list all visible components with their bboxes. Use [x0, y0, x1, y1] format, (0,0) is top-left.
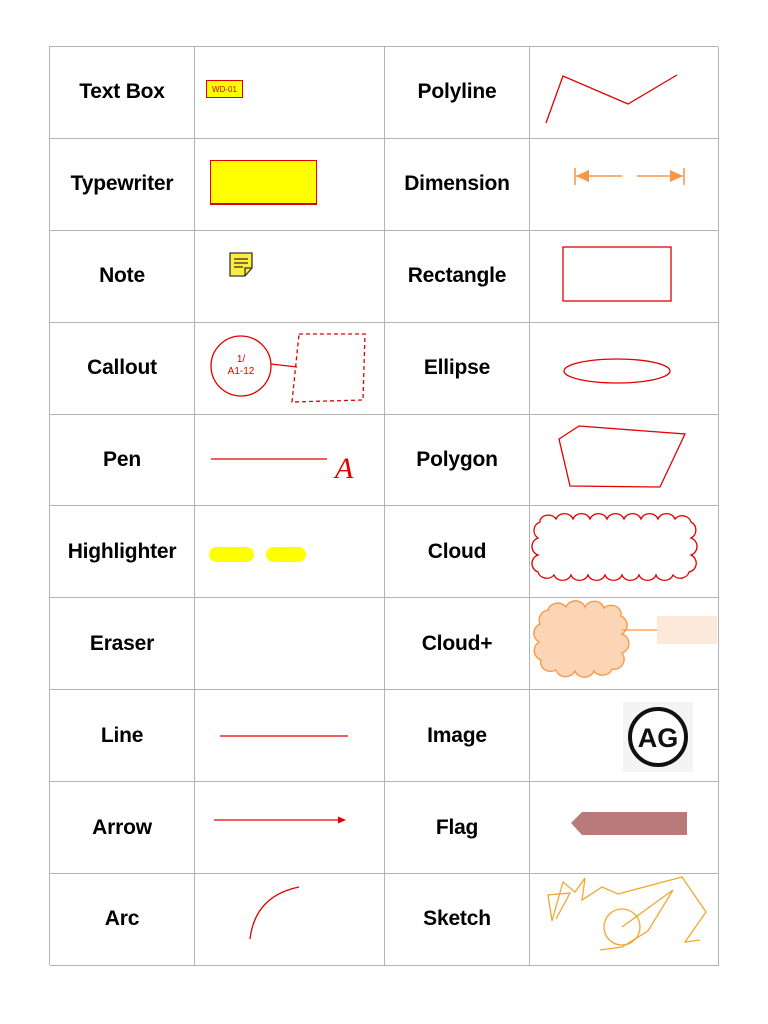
tool-label-image: Image [427, 723, 487, 747]
polyline-sample [530, 47, 719, 139]
label-cell-callout [50, 323, 195, 415]
tool-label-pen: Pen [103, 448, 141, 471]
label-cell-image [385, 690, 530, 782]
label-cell-typewriter [50, 139, 195, 231]
text-box-sample-text: WD-01 [212, 84, 237, 94]
sticky-note-icon [195, 231, 385, 323]
tool-label-arc: Arc [104, 907, 140, 931]
label-cell-polygon [385, 415, 530, 507]
callout-text-line-1: 1/ [236, 353, 246, 365]
sample-cell-text-box [195, 47, 385, 139]
label-cell-ellipse [385, 323, 530, 415]
label-cell-rectangle [385, 231, 530, 323]
sample-cell-polyline [530, 47, 719, 139]
sample-cell-image [530, 690, 719, 782]
label-cell-arc [50, 874, 195, 966]
sample-cell-callout [195, 323, 385, 415]
tool-label-text-box: Text Box [79, 80, 165, 104]
polygon-sample [530, 415, 719, 507]
line-sample [195, 690, 385, 782]
arc-sample [195, 874, 385, 966]
flag-sample [530, 782, 719, 874]
sample-cell-note [195, 231, 385, 323]
label-cell-eraser [50, 598, 195, 690]
markup-tools-table [49, 46, 718, 965]
sample-cell-rectangle [530, 231, 719, 323]
sample-cell-line [195, 690, 385, 782]
cloud-plus-sample [530, 598, 719, 690]
cloud-sample [530, 506, 719, 598]
tool-label-line: Line [100, 723, 144, 747]
ag-logo-text: AG [637, 723, 679, 754]
tool-label-polygon: Polygon [416, 448, 498, 471]
label-cell-line [50, 690, 195, 782]
label-cell-flag [385, 782, 530, 874]
label-cell-note [50, 231, 195, 323]
highlighter-stroke-2 [266, 547, 306, 562]
sample-cell-flag [530, 782, 719, 874]
typewriter-sample [210, 160, 317, 205]
tool-label-cloud: Cloud [427, 539, 487, 563]
sample-cell-polygon [530, 415, 719, 507]
tool-label-highlighter: Highlighter [67, 539, 177, 563]
label-cell-pen [50, 415, 195, 507]
pen-sample [195, 415, 385, 507]
tool-label-eraser: Eraser [89, 631, 155, 655]
sample-cell-arc [195, 874, 385, 966]
sample-cell-cloud-plus [530, 598, 719, 690]
label-cell-cloud [385, 506, 530, 598]
arrow-sample [195, 782, 385, 874]
rectangle-sample [530, 231, 719, 323]
sample-cell-ellipse [530, 323, 719, 415]
handwritten-a: A [335, 451, 354, 485]
sample-cell-eraser [195, 598, 385, 690]
ag-logo-icon [530, 690, 719, 782]
label-cell-polyline [385, 47, 530, 139]
sample-cell-highlighter [195, 506, 385, 598]
label-cell-arrow [50, 782, 195, 874]
tool-label-polyline: Polyline [417, 80, 497, 104]
sample-cell-sketch [530, 874, 719, 966]
label-cell-sketch [385, 874, 530, 966]
sample-cell-dimension [530, 139, 719, 231]
label-cell-cloud-plus [385, 598, 530, 690]
sketch-sample [530, 874, 719, 966]
tool-label-ellipse: Ellipse [423, 356, 491, 380]
sample-cell-pen [195, 415, 385, 507]
sample-cell-cloud [530, 506, 719, 598]
tool-label-cloud-plus: Cloud+ [421, 631, 493, 655]
callout-sample-text [211, 336, 271, 396]
label-cell-text-box [50, 47, 195, 139]
tool-label-note: Note [99, 264, 145, 288]
text-box-sample [206, 80, 243, 98]
tool-label-dimension: Dimension [404, 172, 510, 196]
label-cell-dimension [385, 139, 530, 231]
tool-label-arrow: Arrow [92, 815, 152, 839]
highlighter-stroke-1 [209, 547, 254, 562]
sample-cell-arrow [195, 782, 385, 874]
ellipse-sample [530, 323, 719, 415]
label-cell-highlighter [50, 506, 195, 598]
tool-label-typewriter: Typewriter [70, 172, 174, 196]
tool-label-rectangle: Rectangle [407, 264, 507, 288]
sample-cell-typewriter [195, 139, 385, 231]
callout-text-line-2: A1-12 [227, 365, 255, 377]
tool-label-callout: Callout [87, 356, 157, 380]
dimension-sample [530, 139, 719, 231]
tool-label-flag: Flag [435, 815, 479, 839]
tool-label-sketch: Sketch [423, 907, 491, 931]
